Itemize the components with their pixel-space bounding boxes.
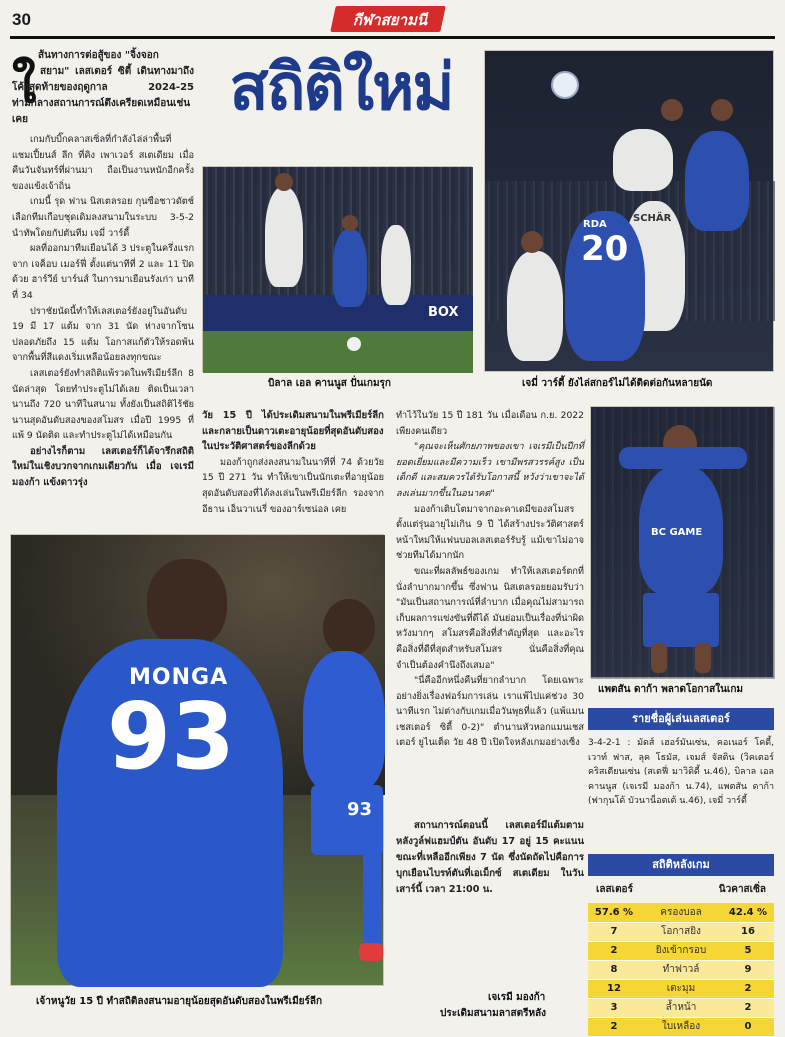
page-number: 30 (12, 10, 31, 29)
stats-team-right: นิวคาสเซิ่ล (718, 884, 766, 895)
caption-top-left: บิลาล เอล คานนูส ปั่นเกมรุก (268, 378, 391, 389)
player-front-shorts (311, 785, 383, 855)
stats-teams (588, 876, 774, 903)
col1-para-4: ปราชัยนัดนี้ทำให้เลสเตอร์ยังอยู่ในอันดับ 19 มี 17 แต้ม จาก 31 นัด ห่างจากโซนปลอดภัยถึง 15 แต้ม โอกาสแก้ตัวให้รอดพ้นจากพื้นที่สีแดงเริ่มเหลือน้อยลงทุกขณะ (12, 305, 194, 364)
stats-right-value: 2 (722, 998, 774, 1017)
player-boot (359, 943, 383, 961)
player-head (275, 173, 293, 191)
player-jumping-newcastle (613, 129, 673, 191)
photo-vardy (484, 50, 774, 372)
player-leicester (333, 229, 367, 307)
player-monga-front (303, 651, 385, 791)
col2-para: มองก้าถูกส่งลงสนามในนาทีที่ 74 ด้วยวัย 15 ปี 271 วัน ทำให้เขาเป็นนักเตะที่อายุน้อยสุดอันดับสองที่ได้ลงเล่นในพรีเมียร์ลีก รองจาก อีธาน เอ็นวาเนรี่ ของอาร์เซน่อล เคย (202, 456, 384, 515)
stats-left-value: 8 (588, 960, 640, 979)
page-header (0, 0, 785, 44)
col3-para-1: ทำไว้ในวัย 15 ปี 181 วัน เมื่อเดือน ก.ย. 2022 เพียงคนเดียว (396, 410, 584, 437)
caption-mid-right: แพตสัน ดาก้า พลาดโอกาสในเกม (598, 684, 743, 695)
lead-first-line: ส้นทางการต่อสู้ของ "จิ้งจอก (38, 50, 159, 61)
stats-team-left: เลสเตอร์ (596, 884, 633, 895)
stats-left-value: 2 (588, 941, 640, 960)
stats-left-value: 12 (588, 979, 640, 998)
caption-bottom-left: เจ้าหนูวัย 15 ปี ทำสถิติลงสนามอายุน้อยสุดอันดับสองในพรีเมียร์ลีก (36, 996, 323, 1007)
col3-para-5: "นี่คืออีกหนึ่งคืนที่ยากลำบาก โดยเฉพาะอย่างยิ่งเรื่องฟอร์มการเล่น เราแพ้ไปแค่ช่วง 30 นาทีแรก ไม่ต่างกับเกมเมื่อวันพุธที่แล้ว (แพ้แมนเชสเตอร์ ซิตี้ 0-2)" ตำนานหัวหอกแมนเชสเตอร์ ยูไนเต็ด วัย 48 ปี เปิดใจหลังเกมอย่างเซ็ง (396, 675, 584, 749)
shirt-name-monga: MONGA (129, 665, 229, 690)
col3-bold-para: สถานการณ์ตอนนี้ เลสเตอร์มีแต้มตามหลังวูล์ฟแฮมป์ตัน อันดับ 17 อยู่ 15 คะแนน ขณะที่เหลืออีกเพียง 7 นัด ซึ่งนัดถัดไปคือการบุกเยือนไบรท์ตันที่เอเม็กซ์ สเตเดียม ในวันเสาร์นี้ เวลา 21:00 น. (396, 820, 584, 895)
column-1 (12, 132, 194, 491)
shirt-name-vardy: RDA (583, 219, 607, 230)
stats-row (588, 922, 774, 941)
player-head (521, 231, 543, 253)
player-head (661, 99, 683, 121)
shirt-number-vardy: 20 (581, 229, 629, 269)
lineup-text: 3-4-2-1 : มัดส์ เฮอร์มันเซ่น, คอเนอร์ โคดี้, เวาท์ ฟาส, ลุค โธมัส, เจมส์ จัสติน (วิคเตอร์ คริสเตียนเซ่น (สเตฟี่ มาวิดิดี้ น.46), บิลาล เอล คานนูส (เจเรมี มองก้า น.74), แพตสัน ดาก้า (ฟากุนโด้ บัวนาน็อตเต้ น.46), เจมี่ วาร์ดี้ (588, 738, 774, 806)
col3-para-2: "คุณจะเห็นศักยภาพของเขา เจเรมีเป็นปีกที่ยอดเยี่ยมและมีความเร็ว เขามีพรสวรรค์สูง เป็นเด็กดี และสมควรได้รับโอกาสนี้ หวังว่าเขาจะได้ลงเล่นมากขึ้นในอนาคต" (396, 441, 584, 499)
stats-right-value: 16 (722, 922, 774, 941)
shorts-number: 93 (347, 799, 373, 820)
stats-right-value: 42.4 % (722, 903, 774, 922)
player-front-head (323, 599, 375, 657)
caption-top-right: เจมี่ วาร์ดี้ ยังไล่สกอร์ไม่ได้ติดต่อกันหลายนัด (522, 378, 713, 389)
stats-label: ทำฟาวล์ (640, 960, 722, 979)
masthead-text: กีฬาสยามนี (352, 11, 428, 29)
stats-row (588, 941, 774, 960)
stats-label: ล้ำหน้า (640, 998, 722, 1017)
player-leg (651, 643, 667, 673)
player-monga-back (57, 639, 283, 987)
col1-bold-para: อย่างไรก็ตาม เลสเตอร์ก็ได้จารึกสถิติใหม่ในเชิงบวกจากเกมเดียวกัน เมื่อ เจเรมี มองก้า แข้งดาวรุ่ง (12, 445, 194, 489)
player-newcastle-defender (507, 251, 563, 361)
lineup-box (588, 708, 774, 846)
stats-label: โอกาสยิง (640, 922, 722, 941)
player-sock (363, 853, 381, 949)
stats-left-value: 57.6 % (588, 903, 640, 922)
shirt-name-schar: SCHÄR (633, 213, 672, 224)
ad-board-text: BOX (428, 305, 459, 320)
col1-para-3: ผลที่ออกมาทีมเยือนได้ 3 ประตูในครึ่งแรกจาก เจค็อบ เมอร์ฟี่ ตั้งแต่นาทีที่ 2 และ 11 ปิดด้วย ฮาร์วีย์ บาร์นส์ ในการมาเยือนรังเก่า นาทีที่ 34 (12, 243, 195, 301)
stats-label: ครองบอล (640, 903, 722, 922)
photo-daka (590, 406, 774, 678)
stats-table (588, 903, 774, 1037)
player-daka-shorts (643, 593, 719, 647)
stats-box (588, 854, 774, 1037)
stats-title: สถิติหลังเกม (588, 854, 774, 876)
stats-row (588, 979, 774, 998)
col1-para-5: เลสเตอร์ยังทำสถิติแพ้รวดในพรีเมียร์ลีก 8 นัดล่าสุด โดยทำประตูไม่ได้เลย ติดเป็นเวลานานถึง 720 นาทีในสนาม ทั้งยังเป็นสถิติไร้ชัยนานสุดอันดับสองของสโมสร เมื่อปี 1995 ที่แพ้ 9 นัดติด และทำประตูไม่ได้เหมือนกัน (12, 367, 194, 442)
player-newcastle-left (265, 187, 303, 287)
photo-el-khannouss (202, 166, 472, 372)
player-jumping-leicester (685, 131, 749, 231)
lineup-title: รายชื่อผู้เล่นเลสเตอร์ (588, 708, 774, 730)
stats-row (588, 960, 774, 979)
lead-text: สยาม" เลสเตอร์ ซิตี้ เดินทางมาถึงโค้งสุดท้ายของฤดูกาล 2024-25 ท่ามกลางสถานการณ์ตึงเครียดเหมือนเช่นเคย (12, 66, 194, 125)
stats-right-value: 2 (722, 979, 774, 998)
stats-left-value: 2 (588, 1017, 640, 1036)
caption-bottom-mid-1: เจเรมี มองก้า (488, 992, 546, 1003)
col2-bold-para: วัย 15 ปี ได้ประเดิมสนามในพรีเมียร์ลีก และกลายเป็นดาวเตะอายุน้อยที่สุดอันดับสองในประวัติศาสตร์ของลีกด้วย (202, 410, 384, 453)
player-leg (695, 643, 711, 673)
stats-row (588, 998, 774, 1017)
player-head (342, 215, 358, 231)
stats-row (588, 903, 774, 922)
stats-label: ใบเหลือง (640, 1017, 722, 1036)
header-rule (10, 36, 775, 39)
player-head (711, 99, 733, 121)
col1-para-2: เกมนี้ รุด ฟาน นิสเตลรอย กุนซือชาวดัตช์ เลือกทีมเกือบชุดเดิมลงสนามในระบบ 3-5-2 นำทัพโดยกัปตันทีม เจมี่ วาร์ดี้ (12, 196, 194, 239)
stats-label: เตะมุม (640, 979, 722, 998)
headline: สถิติใหม่ (229, 51, 453, 125)
lead-drop-cap: ใ (12, 56, 37, 114)
player-newcastle-right (381, 225, 411, 305)
caption-bottom-mid-2: ประเดิมสนามลาสตรีหลัง (440, 1008, 547, 1019)
pitch (203, 331, 473, 373)
photo-monga (10, 534, 384, 986)
ball (551, 71, 579, 99)
stats-row (588, 1017, 774, 1036)
stats-right-value: 9 (722, 960, 774, 979)
col3-para-3: มองก้าเติบโตมาจากอะคาเดมีของสโมสร ตั้งแต่รุ่นอายุไม่เกิน 9 ปี ได้สร้างประวัติศาสตร์หน้าใหม่ให้แฟนบอลเลสเตอร์รับรู้ แม้เขาไม่อาจช่วยทีมได้มากนัก (396, 503, 584, 562)
ball (347, 337, 361, 351)
col3-para-4: ขณะที่ผลลัพธ์ของเกม ทำให้เลสเตอร์ตกที่นั่งลำบากมากขึ้น ซึ่งฟาน นิสเตลรอยยอมรับว่า "มันเป็นสถานการณ์ที่ลำบาก เมื่อคุณไม่สามารถเก็บผลการแข่งขันที่ดีได้ มันย่อมเป็นเรื่องที่น่าผิดหวังมากๆ สโมสรคือสิ่งที่สำคัญที่สุด และอะไรคือสิ่งที่ดีที่สุดสำหรับสโมสร นั่นคือสิ่งที่คุณจำเป็นต้องคำนึงถึงเสมอ" (396, 565, 584, 671)
stats-left-value: 3 (588, 998, 640, 1017)
sponsor-logo: BC GAME (651, 527, 703, 538)
stats-label: ยิงเข้ากรอบ (640, 941, 722, 960)
player-back-head (147, 559, 227, 649)
player-daka-body (639, 465, 723, 595)
shirt-number-monga: 93 (107, 683, 236, 790)
player-vardy (565, 211, 645, 361)
col1-para-1: เกมกับบิ๊กคลาสเซิ่ลที่กำลังไล่ล่าพื้นที่แชมเปี้ยนส์ ลีก ที่คิง เพาเวอร์ สเตเดียม เมื่อคืนวันจันทร์ที่ผ่านมา ถือเป็นงานหนักอีกครั้งของแข้งเจ้าถิ่น (12, 134, 194, 192)
column-2 (202, 408, 384, 517)
stats-right-value: 5 (722, 941, 774, 960)
stats-left-value: 7 (588, 922, 640, 941)
column-3 (396, 408, 584, 751)
stats-right-value: 0 (722, 1017, 774, 1036)
